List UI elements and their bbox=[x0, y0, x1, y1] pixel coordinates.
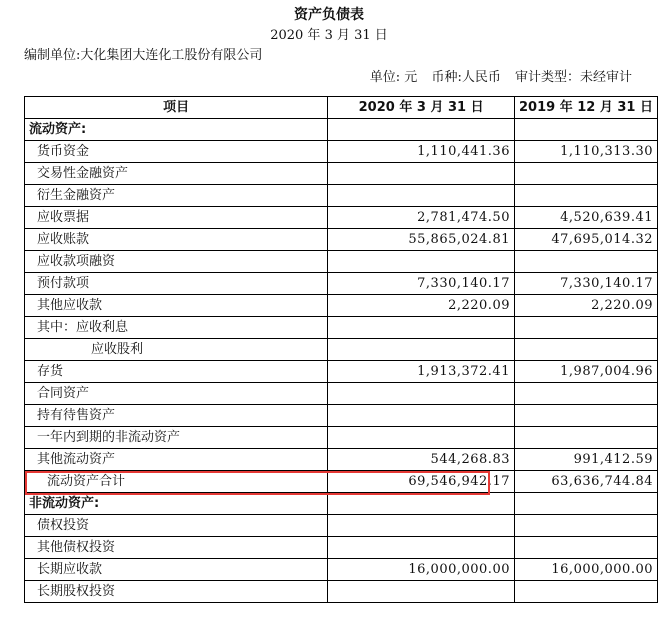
table-row bbox=[25, 207, 658, 229]
unit-label: 单位: 元 bbox=[369, 70, 418, 85]
row-label: 合同资产 bbox=[25, 383, 328, 405]
statement-title: 资产负债表 bbox=[294, 7, 364, 23]
table-row bbox=[25, 185, 658, 207]
cell-current: 2,220.09 bbox=[328, 295, 515, 317]
row-label: 流动资产合计 bbox=[25, 471, 328, 493]
table-header-row bbox=[25, 97, 658, 119]
row-label: 长期股权投资 bbox=[25, 581, 328, 603]
header-current-period: 2020 年 3 月 31 日 bbox=[328, 97, 515, 119]
cell-current: 16,000,000.00 bbox=[328, 559, 515, 581]
row-label: 债权投资 bbox=[25, 515, 328, 537]
cell-prior bbox=[514, 317, 657, 339]
header-item: 项目 bbox=[25, 97, 328, 119]
cell-current bbox=[328, 339, 515, 361]
cell-current bbox=[328, 383, 515, 405]
cell-prior bbox=[514, 163, 657, 185]
row-label: 其他流动资产 bbox=[25, 449, 328, 471]
cell-prior bbox=[514, 581, 657, 603]
section-heading-non-current-assets: 非流动资产: bbox=[25, 493, 328, 515]
cell-current: 55,865,024.81 bbox=[328, 229, 515, 251]
cell-prior bbox=[514, 119, 657, 141]
cell-prior bbox=[514, 515, 657, 537]
cell-current bbox=[328, 515, 515, 537]
table-row bbox=[25, 449, 658, 471]
row-label: 一年内到期的非流动资产 bbox=[25, 427, 328, 449]
cell-current: 2,781,474.50 bbox=[328, 207, 515, 229]
cell-current bbox=[328, 185, 515, 207]
cell-prior: 4,520,639.41 bbox=[514, 207, 657, 229]
cell-current: 1,110,441.36 bbox=[328, 141, 515, 163]
table-row bbox=[25, 339, 658, 361]
table-row bbox=[25, 229, 658, 251]
row-label: 存货 bbox=[25, 361, 328, 383]
section-heading-current-assets: 流动资产: bbox=[25, 119, 328, 141]
table-row bbox=[25, 405, 658, 427]
row-label: 应收股利 bbox=[25, 339, 328, 361]
row-label: 衍生金融资产 bbox=[25, 185, 328, 207]
cell-prior bbox=[514, 493, 657, 515]
currency-label: 币种:人民币 bbox=[431, 70, 501, 85]
table-row bbox=[25, 493, 658, 515]
table-row bbox=[25, 141, 658, 163]
cell-prior bbox=[514, 537, 657, 559]
cell-prior bbox=[514, 427, 657, 449]
row-label: 其他债权投资 bbox=[25, 537, 328, 559]
cell-current bbox=[328, 119, 515, 141]
cell-current bbox=[328, 405, 515, 427]
cell-current bbox=[328, 537, 515, 559]
row-label: 应收账款 bbox=[25, 229, 328, 251]
table-row-total-current-assets bbox=[25, 471, 658, 493]
audit-type-label: 审计类型：未经审计 bbox=[514, 70, 632, 85]
table-row bbox=[25, 559, 658, 581]
row-label: 其中：应收利息 bbox=[25, 317, 328, 339]
cell-current bbox=[328, 493, 515, 515]
cell-current: 1,913,372.41 bbox=[328, 361, 515, 383]
row-label: 应收款项融资 bbox=[25, 251, 328, 273]
cell-current bbox=[328, 163, 515, 185]
company-name: 编制单位:大化集团大连化工股份有限公司 bbox=[24, 48, 263, 63]
row-label: 应收票据 bbox=[25, 207, 328, 229]
statement-date: 2020 年 3 月 31 日 bbox=[270, 28, 388, 43]
row-label: 长期应收款 bbox=[25, 559, 328, 581]
cell-prior: 1,110,313.30 bbox=[514, 141, 657, 163]
row-label: 交易性金融资产 bbox=[25, 163, 328, 185]
table-row bbox=[25, 163, 658, 185]
table-row bbox=[25, 383, 658, 405]
row-label: 预付款项 bbox=[25, 273, 328, 295]
table-row bbox=[25, 515, 658, 537]
cell-prior: 991,412.59 bbox=[514, 449, 657, 471]
cell-prior bbox=[514, 383, 657, 405]
table-row bbox=[25, 317, 658, 339]
table-row bbox=[25, 537, 658, 559]
row-label: 其他应收款 bbox=[25, 295, 328, 317]
table-row bbox=[25, 427, 658, 449]
row-label: 货币资金 bbox=[25, 141, 328, 163]
table-row bbox=[25, 119, 658, 141]
table-row bbox=[25, 251, 658, 273]
cell-current bbox=[328, 317, 515, 339]
balance-sheet-table bbox=[24, 96, 658, 603]
statement-meta bbox=[300, 69, 632, 86]
cell-prior: 1,987,004.96 bbox=[514, 361, 657, 383]
cell-current bbox=[328, 581, 515, 603]
cell-prior: 2,220.09 bbox=[514, 295, 657, 317]
cell-current: 7,330,140.17 bbox=[328, 273, 515, 295]
cell-prior: 47,695,014.32 bbox=[514, 229, 657, 251]
cell-current bbox=[328, 427, 515, 449]
cell-prior bbox=[514, 339, 657, 361]
cell-prior: 7,330,140.17 bbox=[514, 273, 657, 295]
cell-prior bbox=[514, 251, 657, 273]
header-prior-period: 2019 年 12 月 31 日 bbox=[514, 97, 657, 119]
cell-prior: 63,636,744.84 bbox=[514, 471, 657, 493]
cell-prior: 16,000,000.00 bbox=[514, 559, 657, 581]
cell-current: 544,268.83 bbox=[328, 449, 515, 471]
cell-prior bbox=[514, 185, 657, 207]
table-row bbox=[25, 581, 658, 603]
table-row bbox=[25, 295, 658, 317]
cell-current bbox=[328, 251, 515, 273]
cell-prior bbox=[514, 405, 657, 427]
cell-current: 69,546,942.17 bbox=[328, 471, 515, 493]
table-row bbox=[25, 361, 658, 383]
row-label: 持有待售资产 bbox=[25, 405, 328, 427]
table-row bbox=[25, 273, 658, 295]
